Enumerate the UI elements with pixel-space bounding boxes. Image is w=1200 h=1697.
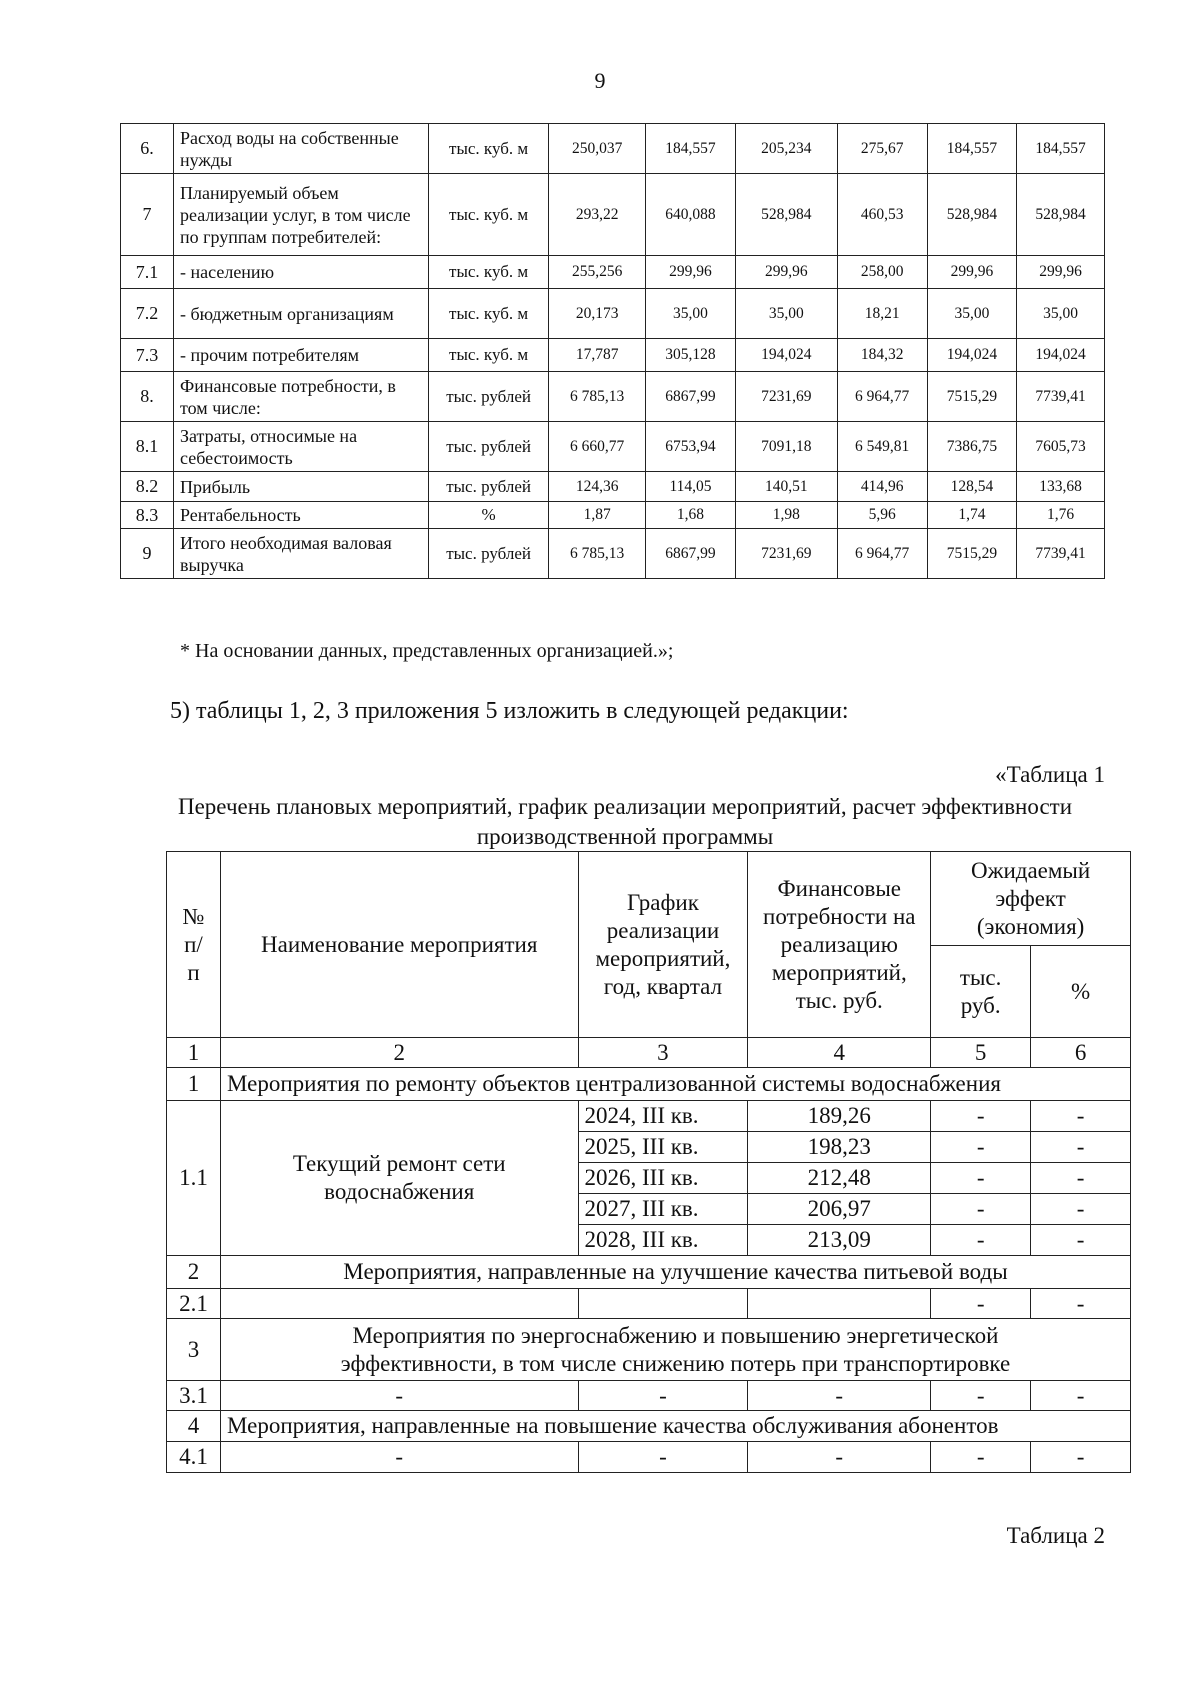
- item-value: -: [748, 1381, 931, 1411]
- row-name: Планируемый объем реализации услуг, в том числе по группам потребителей:: [174, 174, 429, 256]
- row-number: 7.2: [121, 289, 174, 339]
- item-period: 2028, III кв.: [578, 1225, 748, 1256]
- row-value: 640,088: [646, 174, 736, 256]
- row-number: 7: [121, 174, 174, 256]
- header-schedule: График реализации мероприятий, год, квартал: [578, 852, 748, 1038]
- section-number: 3: [167, 1319, 221, 1381]
- row-value: 128,54: [927, 472, 1017, 502]
- row-value: 6 785,13: [549, 529, 646, 579]
- item-value: 206,97: [748, 1194, 931, 1225]
- row-value: 250,037: [549, 124, 646, 174]
- table-caption: «Таблица 1: [995, 762, 1105, 787]
- table-row: [121, 422, 1105, 472]
- row-value: 7515,29: [927, 372, 1017, 422]
- measures-table: [166, 851, 1131, 1473]
- row-value: 6753,94: [646, 422, 736, 472]
- row-value: 6 549,81: [837, 422, 927, 472]
- col-number: 3: [578, 1038, 748, 1068]
- row-unit: тыс. рублей: [428, 529, 548, 579]
- table-row: [167, 1101, 1131, 1132]
- item-name: Текущий ремонт сети водоснабжения: [220, 1101, 578, 1256]
- item-effect-rub: -: [931, 1101, 1031, 1132]
- col-number: 1: [167, 1038, 221, 1068]
- item-number: 2.1: [167, 1289, 221, 1319]
- row-value: 6867,99: [646, 529, 736, 579]
- row-unit: %: [428, 502, 548, 529]
- section-number: 1: [167, 1068, 221, 1101]
- item-period: [578, 1289, 748, 1319]
- row-value: 194,024: [735, 339, 837, 372]
- row-value: 7739,41: [1017, 372, 1105, 422]
- row-value: 7231,69: [735, 372, 837, 422]
- row-value: 140,51: [735, 472, 837, 502]
- table-row: [121, 529, 1105, 579]
- col-number: 6: [1031, 1038, 1131, 1068]
- row-name: Итого необходимая валовая выручка: [174, 529, 429, 579]
- row-name: Расход воды на собственные нужды: [174, 124, 429, 174]
- row-number: 8.3: [121, 502, 174, 529]
- row-value: 20,173: [549, 289, 646, 339]
- table-row: [121, 502, 1105, 529]
- row-value: 18,21: [837, 289, 927, 339]
- row-value: 6 785,13: [549, 372, 646, 422]
- row-value: 5,96: [837, 502, 927, 529]
- table-row: [121, 472, 1105, 502]
- row-name: Финансовые потребности, в том числе:: [174, 372, 429, 422]
- item-effect-rub: -: [931, 1442, 1031, 1473]
- item-period: -: [578, 1381, 748, 1411]
- row-value: 1,74: [927, 502, 1017, 529]
- row-value: 460,53: [837, 174, 927, 256]
- table-row: [121, 124, 1105, 174]
- row-value: 299,96: [927, 256, 1017, 289]
- row-value: 299,96: [735, 256, 837, 289]
- item-effect-pct: -: [1031, 1289, 1131, 1319]
- table-row: [121, 256, 1105, 289]
- row-value: 528,984: [927, 174, 1017, 256]
- row-value: 35,00: [735, 289, 837, 339]
- item-effect-rub: -: [931, 1132, 1031, 1163]
- row-name: - населению: [174, 256, 429, 289]
- row-number: 8.: [121, 372, 174, 422]
- item-name: [220, 1289, 578, 1319]
- row-value: 1,98: [735, 502, 837, 529]
- row-unit: тыс. рублей: [428, 372, 548, 422]
- row-number: 7.1: [121, 256, 174, 289]
- row-value: 7515,29: [927, 529, 1017, 579]
- row-value: 35,00: [927, 289, 1017, 339]
- row-value: 6 964,77: [837, 529, 927, 579]
- row-value: 184,32: [837, 339, 927, 372]
- table-row: [167, 1289, 1131, 1319]
- row-value: 114,05: [646, 472, 736, 502]
- row-value: 1,68: [646, 502, 736, 529]
- row-value: 293,22: [549, 174, 646, 256]
- section-number: 2: [167, 1256, 221, 1289]
- header-effect-rub: тыс. руб.: [931, 946, 1031, 1038]
- row-name: - прочим потребителям: [174, 339, 429, 372]
- item-number: 1.1: [167, 1101, 221, 1256]
- item-period: -: [578, 1442, 748, 1473]
- row-value: 7739,41: [1017, 529, 1105, 579]
- section-number: 4: [167, 1411, 221, 1442]
- row-value: 528,984: [1017, 174, 1105, 256]
- item-value: 198,23: [748, 1132, 931, 1163]
- row-name: Затраты, относимые на себестоимость: [174, 422, 429, 472]
- row-number: 7.3: [121, 339, 174, 372]
- item-effect-pct: -: [1031, 1442, 1131, 1473]
- col-number: 2: [220, 1038, 578, 1068]
- row-name: Прибыль: [174, 472, 429, 502]
- row-value: 305,128: [646, 339, 736, 372]
- column-number-row: [167, 1038, 1131, 1068]
- page-number: 9: [594, 68, 606, 93]
- row-number: 8.2: [121, 472, 174, 502]
- row-value: 7605,73: [1017, 422, 1105, 472]
- header-num: № п/ п: [167, 852, 221, 1038]
- item-name: -: [220, 1381, 578, 1411]
- header-name: Наименование мероприятия: [220, 852, 578, 1038]
- row-value: 184,557: [927, 124, 1017, 174]
- table-row: [167, 1381, 1131, 1411]
- section-row: [167, 1068, 1131, 1101]
- col-number: 5: [931, 1038, 1031, 1068]
- item-value: 213,09: [748, 1225, 931, 1256]
- row-value: 528,984: [735, 174, 837, 256]
- item-number: 3.1: [167, 1381, 221, 1411]
- footnote: * На основании данных, представленных организацией.»;: [180, 640, 674, 662]
- row-unit: тыс. куб. м: [428, 289, 548, 339]
- item-period: 2026, III кв.: [578, 1163, 748, 1194]
- row-value: 255,256: [549, 256, 646, 289]
- row-number: 9: [121, 529, 174, 579]
- item-effect-pct: -: [1031, 1132, 1131, 1163]
- amendment-paragraph: 5) таблицы 1, 2, 3 приложения 5 изложить в следующей редакции:: [170, 698, 849, 724]
- row-value: 299,96: [1017, 256, 1105, 289]
- row-name: - бюджетным организациям: [174, 289, 429, 339]
- table-row: [121, 174, 1105, 256]
- row-value: 184,557: [646, 124, 736, 174]
- section-row: [167, 1411, 1131, 1442]
- header-finance: Финансовые потребности на реализацию мероприятий, тыс. руб.: [748, 852, 931, 1038]
- row-value: 299,96: [646, 256, 736, 289]
- table-row: [167, 1442, 1131, 1473]
- section-row: [167, 1256, 1131, 1289]
- table-row: [121, 372, 1105, 422]
- row-value: 7091,18: [735, 422, 837, 472]
- production-program-table: [120, 123, 1105, 579]
- item-period: 2027, III кв.: [578, 1194, 748, 1225]
- item-effect-rub: -: [931, 1163, 1031, 1194]
- header-effect-pct: %: [1031, 946, 1131, 1038]
- item-effect-pct: -: [1031, 1163, 1131, 1194]
- row-value: 194,024: [1017, 339, 1105, 372]
- row-name: Рентабельность: [174, 502, 429, 529]
- row-value: 414,96: [837, 472, 927, 502]
- row-value: 184,557: [1017, 124, 1105, 174]
- section-title: Мероприятия по ремонту объектов централизованной системы водоснабжения: [220, 1068, 1130, 1101]
- section-row: [167, 1319, 1131, 1381]
- row-value: 258,00: [837, 256, 927, 289]
- item-value: -: [748, 1442, 931, 1473]
- row-value: 194,024: [927, 339, 1017, 372]
- item-name: -: [220, 1442, 578, 1473]
- row-value: 6 964,77: [837, 372, 927, 422]
- row-unit: тыс. рублей: [428, 472, 548, 502]
- row-value: 275,67: [837, 124, 927, 174]
- row-value: 133,68: [1017, 472, 1105, 502]
- row-value: 6 660,77: [549, 422, 646, 472]
- item-effect-rub: -: [931, 1225, 1031, 1256]
- item-effect-pct: -: [1031, 1101, 1131, 1132]
- row-value: 17,787: [549, 339, 646, 372]
- row-value: 7231,69: [735, 529, 837, 579]
- item-effect-rub: -: [931, 1381, 1031, 1411]
- table-row: [121, 339, 1105, 372]
- row-value: 35,00: [646, 289, 736, 339]
- item-value: [748, 1289, 931, 1319]
- section-title: Мероприятия по энергоснабжению и повышению энергетической эффективности, в том числе снижению потерь при транспортировке: [220, 1319, 1130, 1381]
- item-effect-rub: -: [931, 1194, 1031, 1225]
- row-unit: тыс. куб. м: [428, 339, 548, 372]
- item-effect-pct: -: [1031, 1194, 1131, 1225]
- row-value: 6867,99: [646, 372, 736, 422]
- row-value: 1,87: [549, 502, 646, 529]
- row-value: 7386,75: [927, 422, 1017, 472]
- header-effect: Ожидаемый эффект (экономия): [931, 852, 1131, 946]
- row-number: 8.1: [121, 422, 174, 472]
- item-effect-rub: -: [931, 1289, 1031, 1319]
- item-value: 189,26: [748, 1101, 931, 1132]
- item-value: 212,48: [748, 1163, 931, 1194]
- section-title: Мероприятия, направленные на улучшение качества питьевой воды: [220, 1256, 1130, 1289]
- table-title: Перечень плановых мероприятий, график реализации мероприятий, расчет эффективности производственной программы: [177, 794, 1073, 849]
- table-row: [121, 289, 1105, 339]
- item-period: 2025, III кв.: [578, 1132, 748, 1163]
- item-period: 2024, III кв.: [578, 1101, 748, 1132]
- row-unit: тыс. куб. м: [428, 256, 548, 289]
- item-number: 4.1: [167, 1442, 221, 1473]
- section-title: Мероприятия, направленные на повышение качества обслуживания абонентов: [220, 1411, 1130, 1442]
- row-value: 205,234: [735, 124, 837, 174]
- row-unit: тыс. рублей: [428, 422, 548, 472]
- row-unit: тыс. куб. м: [428, 174, 548, 256]
- item-effect-pct: -: [1031, 1225, 1131, 1256]
- item-effect-pct: -: [1031, 1381, 1131, 1411]
- col-number: 4: [748, 1038, 931, 1068]
- row-value: 35,00: [1017, 289, 1105, 339]
- table2-caption: Таблица 2: [1006, 1523, 1105, 1548]
- row-number: 6.: [121, 124, 174, 174]
- row-value: 1,76: [1017, 502, 1105, 529]
- row-value: 124,36: [549, 472, 646, 502]
- row-unit: тыс. куб. м: [428, 124, 548, 174]
